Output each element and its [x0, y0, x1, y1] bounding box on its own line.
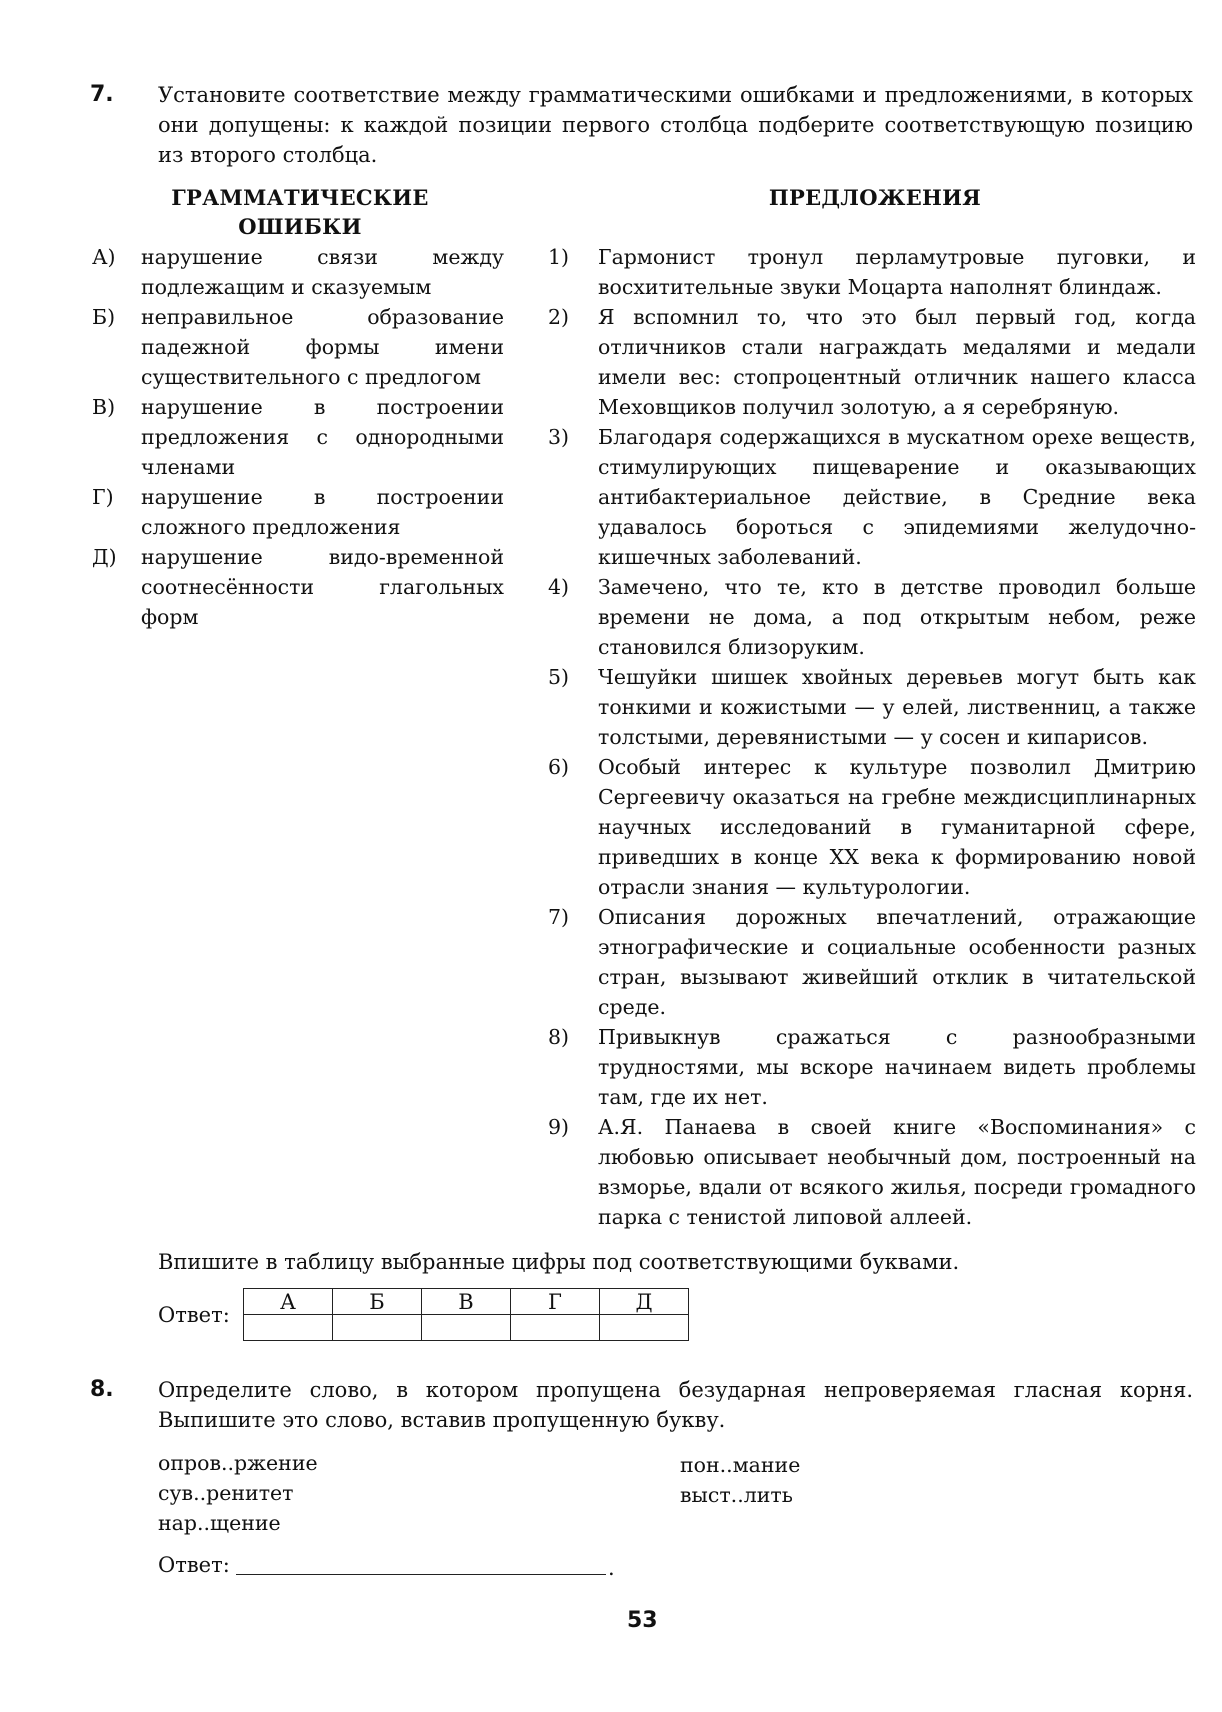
error-label: Д) [92, 545, 117, 569]
sentence-label: 4) [548, 575, 570, 599]
task-7-instruction: Установите соответствие между грамматическими ошибками и предложениями, в которых они допущены: к каждой позиции первого столбца подберите соответствующую позицию из второго столбца. [158, 83, 1193, 167]
word-option: сув..ренитет [158, 1481, 294, 1505]
answer-table-input-row [244, 1315, 689, 1341]
task-8-answer-end: . [608, 1556, 615, 1580]
answer-col-b: Б [333, 1289, 422, 1315]
left-header-line-1: ГРАММАТИЧЕСКИЕ [171, 185, 429, 210]
word-option: пон..мание [680, 1453, 801, 1477]
answer-col-d: Д [600, 1289, 689, 1315]
answer-col-a: А [244, 1289, 333, 1315]
answer-cell-b[interactable] [333, 1315, 422, 1341]
left-column-header [150, 183, 450, 241]
answer-cell-a[interactable] [244, 1315, 333, 1341]
sentence-label: 1) [548, 245, 570, 269]
error-label: В) [92, 395, 116, 419]
word-option: нар..щение [158, 1511, 281, 1535]
error-label: Б) [92, 305, 116, 329]
task-8-instruction: Определите слово, в котором пропущена безударная непроверяемая гласная корня. Выпишите это слово, вставив пропущенную букву. [158, 1378, 1193, 1432]
sentence-text: Привыкнув сражаться с разнообразными трудностями, мы вскоре начинаем видеть проблемы там, где их нет. [598, 1025, 1196, 1109]
answer-col-v: В [422, 1289, 511, 1315]
error-text: нарушение связи между подлежащим и сказуемым [141, 245, 504, 299]
table-instruction: Впишите в таблицу выбранные цифры под соответствующими буквами. [158, 1250, 960, 1274]
sentence-label: 8) [548, 1025, 570, 1049]
sentence-label: 3) [548, 425, 570, 449]
page-number: 53 [627, 1608, 658, 1633]
task-8-number: 8. [90, 1377, 114, 1402]
answer-table-header-row [244, 1289, 689, 1315]
sentence-label: 7) [548, 905, 570, 929]
error-label: А) [92, 245, 116, 269]
task-8-answer-line[interactable] [236, 1574, 606, 1575]
sentence-label: 5) [548, 665, 570, 689]
word-option: опров..ржение [158, 1451, 318, 1475]
sentence-text: А.Я. Панаева в своей книге «Воспоминания» с любовью описывает необычный дом, построенный на взморье, вдали от всякого жилья, посреди громадного парка с тенистой липовой аллеей. [598, 1115, 1196, 1229]
sentence-label: 9) [548, 1115, 570, 1139]
task-8-answer-label: Ответ: [158, 1553, 230, 1577]
error-text: неправильное образование падежной формы имени существительного с предлогом [141, 305, 504, 389]
sentence-text: Описания дорожных впечатлений, отражающие этнографические и социальные особенности разных стран, вызывают живейший отклик в читательской среде. [598, 905, 1196, 1019]
sentence-label: 6) [548, 755, 570, 779]
sentence-label: 2) [548, 305, 570, 329]
sentence-text: Я вспомнил то, что это был первый год, когда отличников стали награждать медалями и медали имели вес: стопроцентный отличник нашего класса Меховщиков получил золотую, а я серебряную. [598, 305, 1196, 419]
left-header-line-2: ОШИБКИ [238, 214, 362, 239]
answer-cell-v[interactable] [422, 1315, 511, 1341]
error-text: нарушение видо-временной соотнесённости глагольных форм [141, 545, 504, 629]
right-column-header: ПРЕДЛОЖЕНИЯ [768, 185, 982, 210]
sentence-text: Чешуйки шишек хвойных деревьев могут быть как тонкими и кожистыми — у елей, лиственниц, а также толстыми, деревянистыми — у сосен и кипарисов. [598, 665, 1196, 749]
sentence-text: Гармонист тронул перламутровые пуговки, и восхитительные звуки Моцарта наполнят блиндаж. [598, 245, 1196, 299]
error-text: нарушение в построении предложения с однородными членами [141, 395, 504, 479]
answer-cell-d[interactable] [600, 1315, 689, 1341]
word-option: выст..лить [680, 1483, 793, 1507]
error-text: нарушение в построении сложного предложения [141, 485, 504, 539]
task-7-number: 7. [90, 82, 114, 107]
answer-col-g: Г [511, 1289, 600, 1315]
answer-cell-g[interactable] [511, 1315, 600, 1341]
answer-table [243, 1288, 689, 1341]
task-7-answer-label: Ответ: [158, 1303, 230, 1327]
sentence-text: Особый интерес к культуре позволил Дмитрию Сергеевичу оказаться на гребне междисциплинарных научных исследований в гуманитарной сфере, приведших в конце XX века к формированию новой отрасли знания — культурологии. [598, 755, 1196, 899]
error-label: Г) [92, 485, 114, 509]
sentence-text: Замечено, что те, кто в детстве проводил больше времени не дома, а под открытым небом, реже становился близоруким. [598, 575, 1196, 659]
sentence-text: Благодаря содержащихся в мускатном орехе веществ, стимулирующих пищеварение и оказывающих антибактериальное действие, в Средние века удавалось бороться с эпидемиями желудочно-кишечных заболеваний. [598, 425, 1196, 569]
